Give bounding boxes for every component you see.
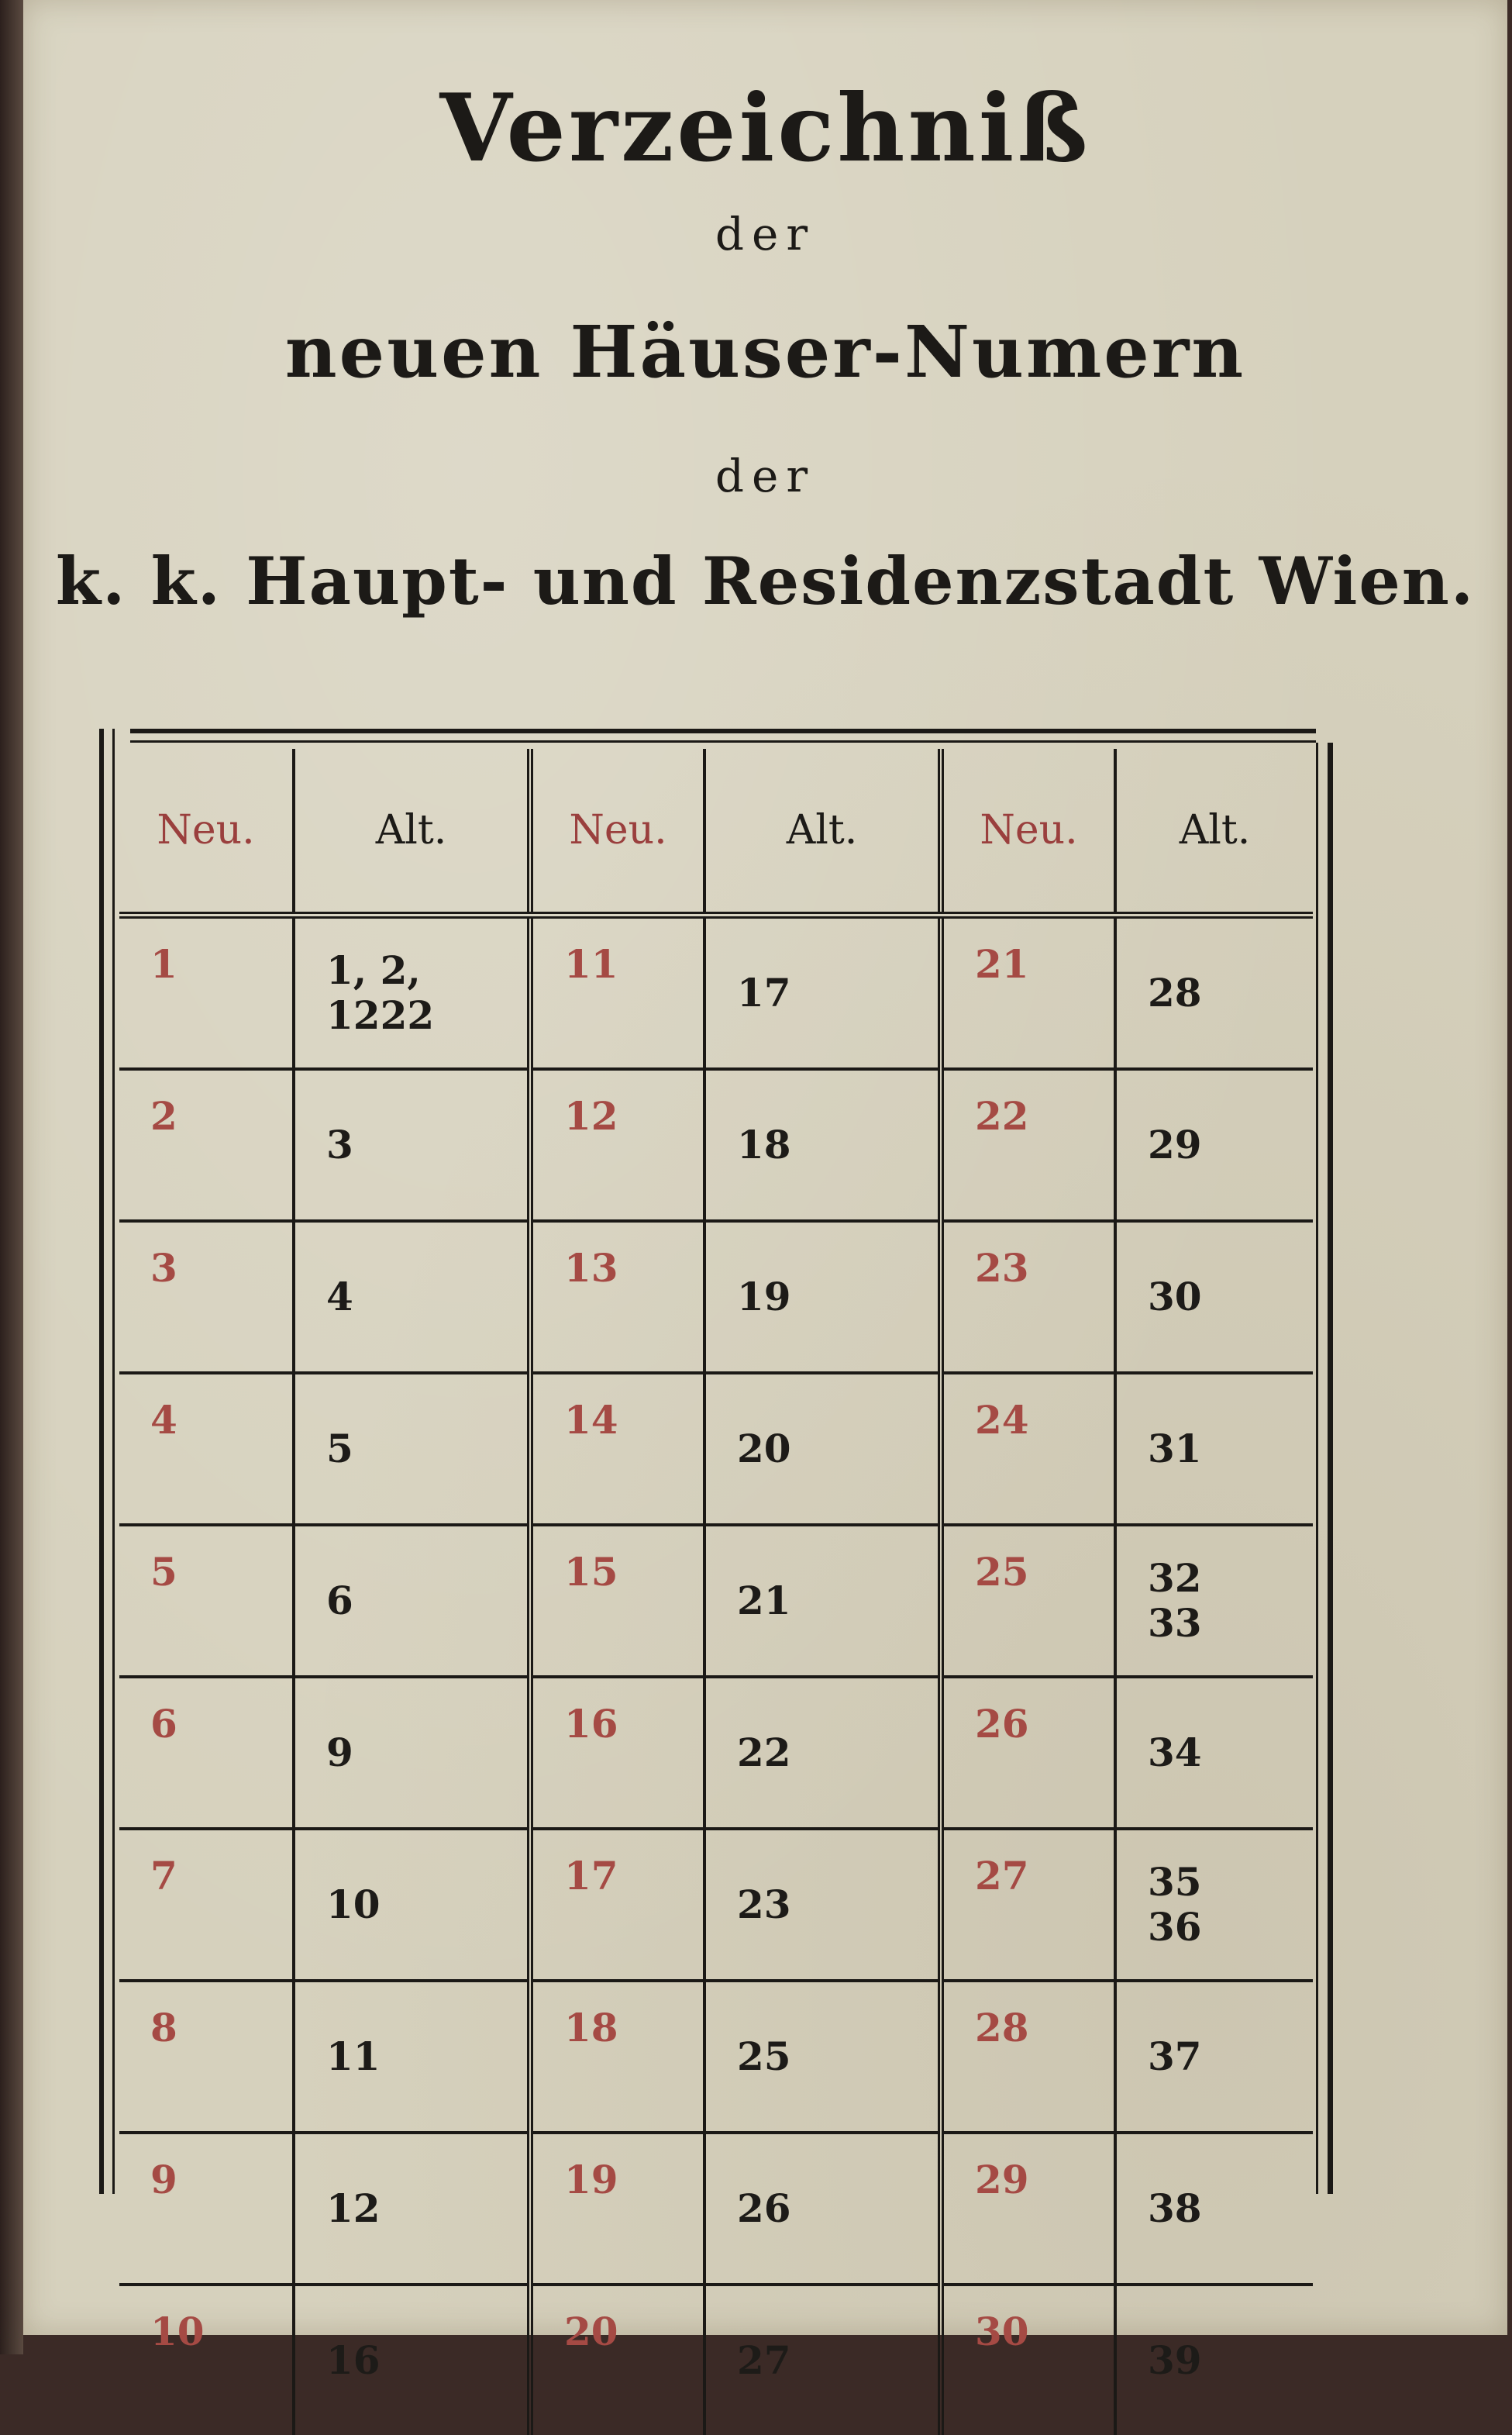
cell-alt: 28 (1115, 916, 1313, 1070)
cell-neu: 13 (530, 1221, 704, 1373)
table-row (119, 1677, 1313, 1829)
table-row (119, 1069, 1313, 1221)
cell-neu: 18 (530, 1981, 704, 2133)
cell-alt: 25 (704, 1981, 941, 2133)
cell-alt: 34 (1115, 1677, 1313, 1829)
cell-neu: 21 (941, 916, 1115, 1070)
cell-alt: 37 (1115, 1981, 1313, 2133)
header-alt-1: Alt. (294, 749, 530, 916)
cell-neu: 2 (119, 1069, 294, 1221)
table-row (119, 1221, 1313, 1373)
cell-alt: 10 (294, 1829, 530, 1981)
cell-alt: 32 33 (1115, 1525, 1313, 1677)
cell-alt: 1, 2, 1222 (294, 916, 530, 1070)
page-subtitle: neuen Häuser-Numern (23, 310, 1507, 394)
cell-alt: 3 (294, 1069, 530, 1221)
cell-alt: 38 (1115, 2133, 1313, 2285)
cell-neu: 7 (119, 1829, 294, 1981)
header-neu-1: Neu. (119, 749, 294, 916)
cell-neu: 16 (530, 1677, 704, 1829)
cell-neu: 30 (941, 2285, 1115, 2435)
title-connector-der-2: der (23, 450, 1507, 502)
table-row (119, 916, 1313, 1070)
cell-neu: 15 (530, 1525, 704, 1677)
header-alt-2: Alt. (704, 749, 941, 916)
header-alt-3: Alt. (1115, 749, 1313, 916)
cell-neu: 4 (119, 1373, 294, 1525)
table-row (119, 2285, 1313, 2435)
cell-neu: 26 (941, 1677, 1115, 1829)
cell-neu: 6 (119, 1677, 294, 1829)
cell-alt: 6 (294, 1525, 530, 1677)
cell-alt: 12 (294, 2133, 530, 2285)
cell-neu: 5 (119, 1525, 294, 1677)
cell-neu: 28 (941, 1981, 1115, 2133)
cell-alt: 20 (704, 1373, 941, 1525)
cell-neu: 12 (530, 1069, 704, 1221)
cell-alt: 26 (704, 2133, 941, 2285)
cell-alt: 16 (294, 2285, 530, 2435)
cell-alt: 9 (294, 1677, 530, 1829)
cell-alt: 23 (704, 1829, 941, 1981)
house-number-table-frame (76, 729, 1339, 2194)
table-row (119, 1373, 1313, 1525)
table-row (119, 1981, 1313, 2133)
cell-alt: 5 (294, 1373, 530, 1525)
cell-neu: 10 (119, 2285, 294, 2435)
cell-alt: 31 (1115, 1373, 1313, 1525)
cell-alt: 18 (704, 1069, 941, 1221)
title-connector-der-1: der (23, 208, 1507, 260)
frame-right-rule (1316, 743, 1333, 2194)
book-page (23, 0, 1507, 2335)
book-spine-edge (0, 0, 23, 2354)
header-neu-2: Neu. (530, 749, 704, 916)
cell-alt: 4 (294, 1221, 530, 1373)
frame-top-rule (130, 729, 1316, 743)
table-row (119, 1829, 1313, 1981)
cell-neu: 11 (530, 916, 704, 1070)
table-body (119, 916, 1313, 2435)
city-line: k. k. Haupt- und Residenzstadt Wien. (23, 543, 1507, 619)
cell-neu: 27 (941, 1829, 1115, 1981)
cell-alt: 35 36 (1115, 1829, 1313, 1981)
header-neu-3: Neu. (941, 749, 1115, 916)
cell-neu: 29 (941, 2133, 1115, 2285)
cell-neu: 17 (530, 1829, 704, 1981)
cell-alt: 11 (294, 1981, 530, 2133)
cell-alt: 19 (704, 1221, 941, 1373)
frame-left-rule (99, 729, 115, 2194)
table-header-row (119, 749, 1313, 916)
cell-neu: 3 (119, 1221, 294, 1373)
cell-neu: 24 (941, 1373, 1115, 1525)
cell-neu: 9 (119, 2133, 294, 2285)
house-number-table (119, 749, 1313, 2435)
table-row (119, 1525, 1313, 1677)
cell-neu: 14 (530, 1373, 704, 1525)
page-title: Verzeichniß (23, 74, 1507, 183)
cell-alt: 39 (1115, 2285, 1313, 2435)
cell-neu: 23 (941, 1221, 1115, 1373)
cell-neu: 22 (941, 1069, 1115, 1221)
cell-alt: 27 (704, 2285, 941, 2435)
cell-alt: 30 (1115, 1221, 1313, 1373)
cell-neu: 25 (941, 1525, 1115, 1677)
cell-neu: 20 (530, 2285, 704, 2435)
cell-neu: 8 (119, 1981, 294, 2133)
cell-neu: 1 (119, 916, 294, 1070)
cell-alt: 29 (1115, 1069, 1313, 1221)
cell-neu: 19 (530, 2133, 704, 2285)
table-row (119, 2133, 1313, 2285)
cell-alt: 22 (704, 1677, 941, 1829)
cell-alt: 21 (704, 1525, 941, 1677)
cell-alt: 17 (704, 916, 941, 1070)
